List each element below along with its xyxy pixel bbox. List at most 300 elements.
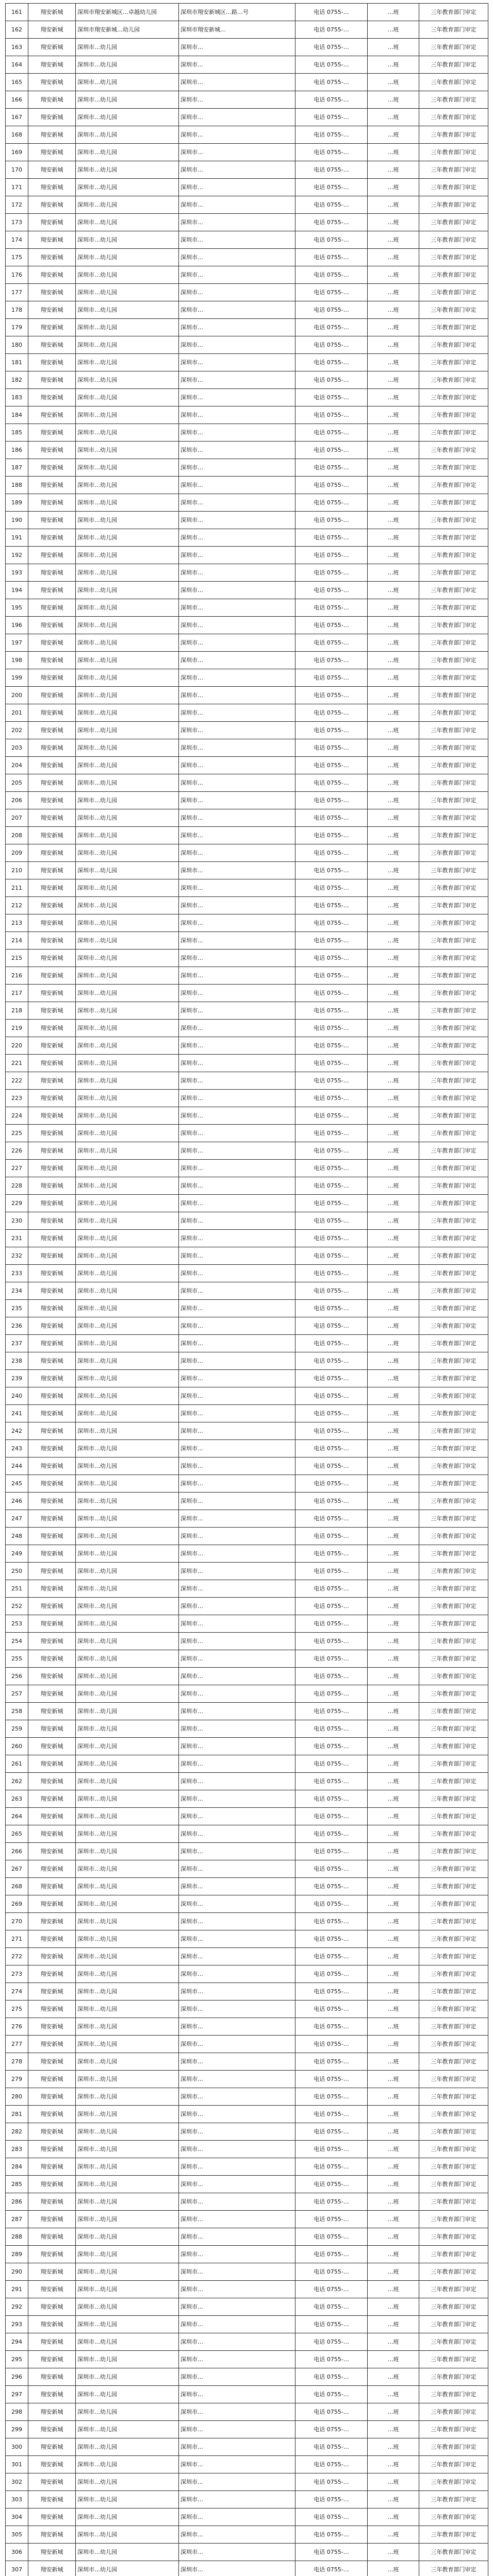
address-cell: 深圳市… <box>179 354 295 371</box>
scale-cell: …班 <box>368 494 419 512</box>
grade-cell: 三年教育部门审定 <box>419 599 488 617</box>
scale-cell: …班 <box>368 1808 419 1825</box>
table-row <box>6 1878 488 1895</box>
table-row <box>6 21 488 39</box>
address-cell: 深圳市… <box>179 2386 295 2403</box>
district-cell: 翔安新城 <box>28 879 76 897</box>
phone-cell: 电话 0755-… <box>295 2036 368 2053</box>
row-number: 171 <box>6 179 28 196</box>
grade-cell: 三年教育部门审定 <box>419 2228 488 2246</box>
address-cell: 深圳市… <box>179 652 295 669</box>
grade-cell: 三年教育部门审定 <box>419 2473 488 2491</box>
row-number: 274 <box>6 1983 28 2001</box>
grade-cell: 三年教育部门审定 <box>419 1808 488 1825</box>
phone-cell: 电话 0755-… <box>295 1668 368 1685</box>
scale-cell: …班 <box>368 2561 419 2576</box>
row-number: 307 <box>6 2561 28 2576</box>
address-cell: 深圳市… <box>179 1335 295 1352</box>
grade-cell: 三年教育部门审定 <box>419 1090 488 1107</box>
district-cell: 翔安新城 <box>28 2228 76 2246</box>
row-number: 216 <box>6 967 28 985</box>
district-cell: 翔安新城 <box>28 950 76 967</box>
district-cell: 翔安新城 <box>28 1300 76 1317</box>
grade-cell: 三年教育部门审定 <box>419 1458 488 1475</box>
district-cell: 翔安新城 <box>28 1930 76 1948</box>
phone-cell: 电话 0755-… <box>295 196 368 214</box>
address-cell: 深圳市… <box>179 1598 295 1615</box>
scale-cell: …班 <box>368 2176 419 2193</box>
row-number: 217 <box>6 985 28 1002</box>
table-row <box>6 2193 488 2211</box>
kindergarten-name-cell: 深圳市…幼儿园 <box>76 266 179 284</box>
scale-cell: …班 <box>368 231 419 249</box>
grade-cell: 三年教育部门审定 <box>419 844 488 862</box>
table-row <box>6 196 488 214</box>
district-cell: 翔安新城 <box>28 2544 76 2561</box>
kindergarten-name-cell: 深圳市…幼儿园 <box>76 2176 179 2193</box>
kindergarten-name-cell: 深圳市翔安新城…幼儿园 <box>76 21 179 39</box>
phone-cell: 电话 0755-… <box>295 634 368 652</box>
address-cell: 深圳市… <box>179 1107 295 1125</box>
phone-cell: 电话 0755-… <box>295 862 368 879</box>
address-cell: 深圳市… <box>179 1387 295 1405</box>
grade-cell: 三年教育部门审定 <box>419 950 488 967</box>
phone-cell: 电话 0755-… <box>295 739 368 757</box>
scale-cell: …班 <box>368 1948 419 1965</box>
table-row <box>6 1020 488 1037</box>
table-row <box>6 2123 488 2141</box>
scale-cell: …班 <box>368 249 419 266</box>
kindergarten-name-cell: 深圳市…幼儿园 <box>76 1090 179 1107</box>
district-cell: 翔安新城 <box>28 967 76 985</box>
kindergarten-name-cell: 深圳市…幼儿园 <box>76 2544 179 2561</box>
table-row <box>6 126 488 144</box>
kindergarten-name-cell: 深圳市…幼儿园 <box>76 1825 179 1843</box>
phone-cell: 电话 0755-… <box>295 424 368 442</box>
address-cell: 深圳市… <box>179 739 295 757</box>
address-cell: 深圳市… <box>179 2403 295 2421</box>
grade-cell: 三年教育部门审定 <box>419 1528 488 1545</box>
address-cell: 深圳市… <box>179 1020 295 1037</box>
row-number: 272 <box>6 1948 28 1965</box>
table-row <box>6 56 488 74</box>
kindergarten-name-cell: 深圳市…幼儿园 <box>76 1948 179 1965</box>
district-cell: 翔安新城 <box>28 2001 76 2018</box>
district-cell: 翔安新城 <box>28 914 76 932</box>
kindergarten-name-cell: 深圳市…幼儿园 <box>76 2211 179 2228</box>
grade-cell: 三年教育部门审定 <box>419 722 488 739</box>
row-number: 302 <box>6 2473 28 2491</box>
district-cell: 翔安新城 <box>28 231 76 249</box>
phone-cell: 电话 0755-… <box>295 1177 368 1195</box>
district-cell: 翔安新城 <box>28 1580 76 1598</box>
kindergarten-name-cell: 深圳市…幼儿园 <box>76 336 179 354</box>
grade-cell: 三年教育部门审定 <box>419 1545 488 1563</box>
row-number: 182 <box>6 371 28 389</box>
scale-cell: …班 <box>368 529 419 547</box>
row-number: 267 <box>6 1860 28 1878</box>
kindergarten-name-cell: 深圳市…幼儿园 <box>76 39 179 56</box>
row-number: 210 <box>6 862 28 879</box>
phone-cell: 电话 0755-… <box>295 1720 368 1738</box>
kindergarten-name-cell: 深圳市…幼儿园 <box>76 2123 179 2141</box>
district-cell: 翔安新城 <box>28 354 76 371</box>
address-cell: 深圳市… <box>179 1370 295 1387</box>
phone-cell: 电话 0755-… <box>295 2018 368 2036</box>
kindergarten-name-cell: 深圳市…幼儿园 <box>76 1633 179 1650</box>
kindergarten-name-cell: 深圳市…幼儿园 <box>76 1195 179 1212</box>
kindergarten-name-cell: 深圳市…幼儿园 <box>76 249 179 266</box>
phone-cell: 电话 0755-… <box>295 459 368 477</box>
scale-cell: …班 <box>368 2491 419 2509</box>
scale-cell: …班 <box>368 477 419 494</box>
address-cell: 深圳市… <box>179 897 295 914</box>
scale-cell: …班 <box>368 1878 419 1895</box>
district-cell: 翔安新城 <box>28 1177 76 1195</box>
address-cell: 深圳市… <box>179 1580 295 1598</box>
phone-cell: 电话 0755-… <box>295 2281 368 2298</box>
phone-cell: 电话 0755-… <box>295 985 368 1002</box>
grade-cell: 三年教育部门审定 <box>419 354 488 371</box>
grade-cell: 三年教育部门审定 <box>419 739 488 757</box>
scale-cell: …班 <box>368 442 419 459</box>
address-cell: 深圳市… <box>179 109 295 126</box>
district-cell: 翔安新城 <box>28 319 76 336</box>
address-cell: 深圳市… <box>179 1247 295 1265</box>
scale-cell: …班 <box>368 406 419 424</box>
scale-cell: …班 <box>368 2123 419 2141</box>
address-cell: 深圳市… <box>179 56 295 74</box>
address-cell: 深圳市… <box>179 2263 295 2281</box>
district-cell: 翔安新城 <box>28 284 76 301</box>
address-cell: 深圳市… <box>179 179 295 196</box>
district-cell: 翔安新城 <box>28 1843 76 1860</box>
scale-cell: …班 <box>368 179 419 196</box>
table-row <box>6 336 488 354</box>
phone-cell: 电话 0755-… <box>295 950 368 967</box>
row-number: 249 <box>6 1545 28 1563</box>
grade-cell: 三年教育部门审定 <box>419 144 488 161</box>
grade-cell: 三年教育部门审定 <box>419 2544 488 2561</box>
kindergarten-name-cell: 深圳市…幼儿园 <box>76 1247 179 1265</box>
district-cell: 翔安新城 <box>28 2368 76 2386</box>
scale-cell: …班 <box>368 1983 419 2001</box>
grade-cell: 三年教育部门审定 <box>419 2491 488 2509</box>
table-row <box>6 1317 488 1335</box>
address-cell: 深圳市… <box>179 862 295 879</box>
row-number: 298 <box>6 2403 28 2421</box>
district-cell: 翔安新城 <box>28 704 76 722</box>
address-cell: 深圳市… <box>179 1528 295 1545</box>
address-cell: 深圳市… <box>179 1703 295 1720</box>
table-row <box>6 862 488 879</box>
address-cell: 深圳市… <box>179 389 295 406</box>
address-cell: 深圳市翔安新城… <box>179 21 295 39</box>
kindergarten-name-cell: 深圳市…幼儿园 <box>76 1808 179 1825</box>
address-cell: 深圳市… <box>179 985 295 1002</box>
district-cell: 翔安新城 <box>28 494 76 512</box>
table-row <box>6 2088 488 2106</box>
district-cell: 翔安新城 <box>28 1773 76 1790</box>
kindergarten-name-cell: 深圳市…幼儿园 <box>76 2456 179 2473</box>
address-cell: 深圳市… <box>179 1055 295 1072</box>
table-row <box>6 231 488 249</box>
row-number: 199 <box>6 669 28 687</box>
phone-cell: 电话 0755-… <box>295 669 368 687</box>
district-cell: 翔安新城 <box>28 2193 76 2211</box>
table-row <box>6 1475 488 1493</box>
district-cell: 翔安新城 <box>28 144 76 161</box>
kindergarten-name-cell: 深圳市…幼儿园 <box>76 1563 179 1580</box>
phone-cell: 电话 0755-… <box>295 652 368 669</box>
district-cell: 翔安新城 <box>28 1948 76 1965</box>
kindergarten-name-cell: 深圳市…幼儿园 <box>76 1510 179 1528</box>
phone-cell: 电话 0755-… <box>295 21 368 39</box>
address-cell: 深圳市… <box>179 231 295 249</box>
scale-cell: …班 <box>368 1580 419 1598</box>
scale-cell: …班 <box>368 1352 419 1370</box>
district-cell: 翔安新城 <box>28 1458 76 1475</box>
grade-cell: 三年教育部门审定 <box>419 932 488 950</box>
row-number: 229 <box>6 1195 28 1212</box>
phone-cell: 电话 0755-… <box>295 1685 368 1703</box>
kindergarten-name-cell: 深圳市…幼儿园 <box>76 1265 179 1282</box>
kindergarten-name-cell: 深圳市…幼儿园 <box>76 1650 179 1668</box>
table-row <box>6 1247 488 1265</box>
address-cell: 深圳市… <box>179 1720 295 1738</box>
row-number: 170 <box>6 161 28 179</box>
grade-cell: 三年教育部门审定 <box>419 2316 488 2333</box>
scale-cell: …班 <box>368 109 419 126</box>
phone-cell: 电话 0755-… <box>295 1387 368 1405</box>
row-number: 224 <box>6 1107 28 1125</box>
kindergarten-name-cell: 深圳市…幼儿园 <box>76 2491 179 2509</box>
row-number: 206 <box>6 792 28 809</box>
kindergarten-name-cell: 深圳市…幼儿园 <box>76 652 179 669</box>
address-cell: 深圳市… <box>179 459 295 477</box>
grade-cell: 三年教育部门审定 <box>419 2001 488 2018</box>
grade-cell: 三年教育部门审定 <box>419 1142 488 1160</box>
scale-cell: …班 <box>368 2316 419 2333</box>
kindergarten-name-cell: 深圳市…幼儿园 <box>76 1422 179 1440</box>
row-number: 220 <box>6 1037 28 1055</box>
phone-cell: 电话 0755-… <box>295 1055 368 1072</box>
row-number: 297 <box>6 2386 28 2403</box>
scale-cell: …班 <box>368 1335 419 1352</box>
row-number: 299 <box>6 2421 28 2438</box>
table-row <box>6 214 488 231</box>
row-number: 227 <box>6 1160 28 1177</box>
grade-cell: 三年教育部门审定 <box>419 985 488 1002</box>
table-row <box>6 249 488 266</box>
scale-cell: …班 <box>368 371 419 389</box>
row-number: 213 <box>6 914 28 932</box>
scale-cell: …班 <box>368 547 419 564</box>
kindergarten-name-cell: 深圳市…幼儿园 <box>76 722 179 739</box>
table-row <box>6 2106 488 2123</box>
kindergarten-name-cell: 深圳市…幼儿园 <box>76 371 179 389</box>
address-cell: 深圳市… <box>179 2088 295 2106</box>
kindergarten-name-cell: 深圳市…幼儿园 <box>76 2333 179 2351</box>
district-cell: 翔安新城 <box>28 249 76 266</box>
kindergarten-name-cell: 深圳市…幼儿园 <box>76 1860 179 1878</box>
district-cell: 翔安新城 <box>28 1055 76 1072</box>
grade-cell: 三年教育部门审定 <box>419 1598 488 1615</box>
kindergarten-name-cell: 深圳市…幼儿园 <box>76 1965 179 1983</box>
row-number: 185 <box>6 424 28 442</box>
district-cell: 翔安新城 <box>28 1282 76 1300</box>
district-cell: 翔安新城 <box>28 1020 76 1037</box>
grade-cell: 三年教育部门审定 <box>419 74 488 91</box>
district-cell: 翔安新城 <box>28 109 76 126</box>
scale-cell: …班 <box>368 1843 419 1860</box>
address-cell: 深圳市… <box>179 1948 295 1965</box>
grade-cell: 三年教育部门审定 <box>419 1493 488 1510</box>
scale-cell: …班 <box>368 2053 419 2071</box>
kindergarten-name-cell: 深圳市…幼儿园 <box>76 126 179 144</box>
address-cell: 深圳市… <box>179 1825 295 1843</box>
row-number: 226 <box>6 1142 28 1160</box>
scale-cell: …班 <box>368 4 419 21</box>
table-row <box>6 2456 488 2473</box>
phone-cell: 电话 0755-… <box>295 144 368 161</box>
district-cell: 翔安新城 <box>28 1230 76 1247</box>
grade-cell: 三年教育部门审定 <box>419 1983 488 2001</box>
scale-cell: …班 <box>368 1037 419 1055</box>
address-cell: 深圳市… <box>179 1668 295 1685</box>
district-cell: 翔安新城 <box>28 1983 76 2001</box>
address-cell: 深圳市… <box>179 1895 295 1913</box>
phone-cell: 电话 0755-… <box>295 109 368 126</box>
row-number: 286 <box>6 2193 28 2211</box>
grade-cell: 三年教育部门审定 <box>419 1177 488 1195</box>
scale-cell: …班 <box>368 1895 419 1913</box>
address-cell: 深圳市… <box>179 879 295 897</box>
scale-cell: …班 <box>368 687 419 704</box>
address-cell: 深圳市… <box>179 1177 295 1195</box>
district-cell: 翔安新城 <box>28 582 76 599</box>
kindergarten-name-cell: 深圳市…幼儿园 <box>76 739 179 757</box>
district-cell: 翔安新城 <box>28 1510 76 1528</box>
table-row <box>6 2228 488 2246</box>
scale-cell: …班 <box>368 284 419 301</box>
scale-cell: …班 <box>368 1055 419 1072</box>
grade-cell: 三年教育部门审定 <box>419 1072 488 1090</box>
grade-cell: 三年教育部门审定 <box>419 161 488 179</box>
row-number: 203 <box>6 739 28 757</box>
district-cell: 翔安新城 <box>28 1895 76 1913</box>
row-number: 234 <box>6 1282 28 1300</box>
kindergarten-name-cell: 深圳市…幼儿园 <box>76 1493 179 1510</box>
phone-cell: 电话 0755-… <box>295 1528 368 1545</box>
table-row <box>6 1580 488 1598</box>
scale-cell: …班 <box>368 1458 419 1475</box>
row-number: 196 <box>6 617 28 634</box>
scale-cell: …班 <box>368 582 419 599</box>
table-row <box>6 91 488 109</box>
table-row <box>6 792 488 809</box>
district-cell: 翔安新城 <box>28 722 76 739</box>
address-cell: 深圳市… <box>179 2298 295 2316</box>
kindergarten-name-cell: 深圳市…幼儿园 <box>76 2001 179 2018</box>
table-row <box>6 2158 488 2176</box>
address-cell: 深圳市… <box>179 1650 295 1668</box>
grade-cell: 三年教育部门审定 <box>419 266 488 284</box>
district-cell: 翔安新城 <box>28 1422 76 1440</box>
kindergarten-name-cell: 深圳市…幼儿园 <box>76 2351 179 2368</box>
grade-cell: 三年教育部门审定 <box>419 1265 488 1282</box>
table-row <box>6 1195 488 1212</box>
grade-cell: 三年教育部门审定 <box>419 2298 488 2316</box>
table-row <box>6 599 488 617</box>
registry-table <box>5 3 488 2576</box>
scale-cell: …班 <box>368 1072 419 1090</box>
table-row <box>6 669 488 687</box>
phone-cell: 电话 0755-… <box>295 512 368 529</box>
district-cell: 翔安新城 <box>28 757 76 774</box>
district-cell: 翔安新城 <box>28 2456 76 2473</box>
address-cell: 深圳市… <box>179 1510 295 1528</box>
phone-cell: 电话 0755-… <box>295 897 368 914</box>
grade-cell: 三年教育部门审定 <box>419 2106 488 2123</box>
phone-cell: 电话 0755-… <box>295 2246 368 2263</box>
address-cell: 深圳市… <box>179 774 295 792</box>
table-row <box>6 2141 488 2158</box>
phone-cell: 电话 0755-… <box>295 1633 368 1650</box>
table-row <box>6 1633 488 1650</box>
phone-cell: 电话 0755-… <box>295 844 368 862</box>
address-cell: 深圳市… <box>179 1125 295 1142</box>
phone-cell: 电话 0755-… <box>295 477 368 494</box>
grade-cell: 三年教育部门审定 <box>419 459 488 477</box>
grade-cell: 三年教育部门审定 <box>419 126 488 144</box>
row-number: 245 <box>6 1475 28 1493</box>
grade-cell: 三年教育部门审定 <box>419 2456 488 2473</box>
address-cell: 深圳市… <box>179 1440 295 1458</box>
grade-cell: 三年教育部门审定 <box>419 1773 488 1790</box>
kindergarten-name-cell: 深圳市…幼儿园 <box>76 1773 179 1790</box>
phone-cell: 电话 0755-… <box>295 1090 368 1107</box>
district-cell: 翔安新城 <box>28 1142 76 1160</box>
district-cell: 翔安新城 <box>28 1317 76 1335</box>
grade-cell: 三年教育部门审定 <box>419 1107 488 1125</box>
grade-cell: 三年教育部门审定 <box>419 652 488 669</box>
table-row <box>6 985 488 1002</box>
address-cell: 深圳市… <box>179 2421 295 2438</box>
scale-cell: …班 <box>368 2544 419 2561</box>
kindergarten-name-cell: 深圳市…幼儿园 <box>76 214 179 231</box>
phone-cell: 电话 0755-… <box>295 2141 368 2158</box>
table-row <box>6 74 488 91</box>
kindergarten-name-cell: 深圳市…幼儿园 <box>76 1545 179 1563</box>
row-number: 166 <box>6 91 28 109</box>
address-cell: 深圳市… <box>179 1615 295 1633</box>
kindergarten-name-cell: 深圳市…幼儿园 <box>76 2526 179 2544</box>
table-row <box>6 2018 488 2036</box>
phone-cell: 电话 0755-… <box>295 1650 368 1668</box>
scale-cell: …班 <box>368 1475 419 1493</box>
grade-cell: 三年教育部门审定 <box>419 1948 488 1965</box>
address-cell: 深圳市… <box>179 1037 295 1055</box>
phone-cell: 电话 0755-… <box>295 1878 368 1895</box>
grade-cell: 三年教育部门审定 <box>419 1860 488 1878</box>
phone-cell: 电话 0755-… <box>295 2263 368 2281</box>
kindergarten-name-cell: 深圳市翔安新城区…卓越幼儿园 <box>76 4 179 21</box>
row-number: 238 <box>6 1352 28 1370</box>
phone-cell: 电话 0755-… <box>295 354 368 371</box>
row-number: 230 <box>6 1212 28 1230</box>
table-row <box>6 582 488 599</box>
